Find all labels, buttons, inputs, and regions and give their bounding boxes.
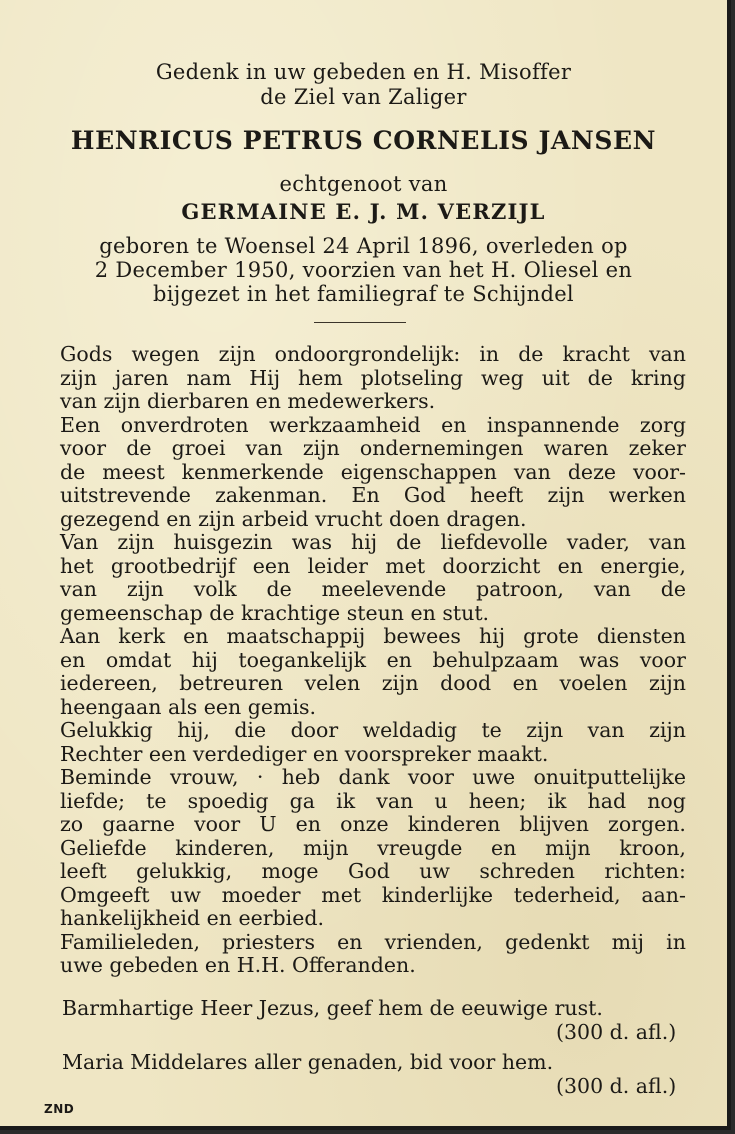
body-line: leeft gelukkig, moge God uw schreden richten: — [60, 859, 686, 883]
spouse-intro: echtgenoot van — [279, 172, 448, 196]
prayer-line-1: Barmhartige Heer Jezus, geef hem de eeuwige rust. — [62, 996, 603, 1020]
body-line: de meest kenmerkende eigenschappen van deze voor- — [60, 459, 686, 484]
body-line: voor de groei van zijn ondernemingen waren zeker — [60, 436, 686, 460]
body-line: Van zijn huisgezin was hij de liefdevolle vader, van — [60, 530, 686, 554]
deceased-name: HENRICUS PETRUS CORNELIS JANSEN — [70, 126, 657, 155]
body-line: Omgeeft uw moeder met kinderlijke tederheid, aan- — [60, 882, 686, 907]
body-line: zijn jaren nam Hij hem plotseling weg uit de kring — [60, 365, 686, 390]
body-line: het grootbedrijf een leider met doorzicht en energie, — [60, 553, 686, 578]
prayer-line-2: Maria Middelares aller genaden, bid voor hem. — [62, 1050, 554, 1074]
divider-rule — [314, 322, 406, 323]
body-line: heengaan als een gemis. — [60, 694, 317, 719]
body-line: uitstrevende zakenman. En God heeft zijn werken — [60, 483, 686, 507]
body-line: van zijn dierbaren en medewerkers. — [60, 389, 436, 413]
body-line: Geliefde kinderen, mijn vreugde en mijn kroon, — [60, 835, 686, 860]
printer-mark: ZND — [44, 1102, 75, 1116]
body-line: liefde; te spoedig ga ik van u heen; ik had nog — [60, 788, 686, 813]
body-line: Aan kerk en maatschappij bewees hij grote diensten — [60, 624, 686, 648]
bio-line-1: geboren te Woensel 24 April 1896, overleden op — [99, 234, 628, 258]
body-line: Een onverdroten werkzaamheid en inspannende zorg — [60, 412, 686, 437]
indulgence-1: (300 d. afl.) — [556, 1020, 677, 1044]
indulgence-2: (300 d. afl.) — [556, 1074, 677, 1098]
spouse-name: GERMAINE E. J. M. VERZIJL — [181, 199, 546, 224]
body-line: Gelukkig hij, die door weldadig te zijn van zijn — [60, 718, 686, 742]
invocation-line-2: de Ziel van Zaliger — [260, 85, 467, 109]
body-line: gemeenschap de krachtige steun en stut. — [60, 600, 490, 625]
body-line: gezegend en zijn arbeid vrucht doen dragen. — [60, 506, 527, 531]
body-line: uwe gebeden en H.H. Offeranden. — [60, 953, 416, 977]
body-line: hankelijkheid en eerbied. — [60, 906, 324, 930]
invocation-line-1: Gedenk in uw gebeden en H. Misoffer — [155, 60, 572, 84]
body-line: iedereen, betreuren velen zijn dood en voelen zijn — [60, 671, 686, 695]
body-line: Familieleden, priesters en vrienden, gedenkt mij in — [60, 929, 686, 954]
body-line: Gods wegen zijn ondoorgrondelijk: in de kracht van — [60, 342, 686, 366]
body-line: en omdat hij toegankelijk en behulpzaam was voor — [60, 647, 686, 672]
body-line: Rechter een verdediger en voorspreker maakt. — [60, 741, 549, 766]
body-line: zo gaarne voor U en onze kinderen blijven zorgen. — [60, 812, 686, 836]
bio-line-3: bijgezet in het familiegraf te Schijndel — [153, 282, 574, 306]
body-line: van zijn volk de meelevende patroon, van de — [60, 577, 686, 601]
bio-line-2: 2 December 1950, voorzien van het H. Oliesel en — [94, 258, 633, 282]
body-line: Beminde vrouw, · heb dank voor uwe onuitputtelijke — [60, 765, 686, 789]
